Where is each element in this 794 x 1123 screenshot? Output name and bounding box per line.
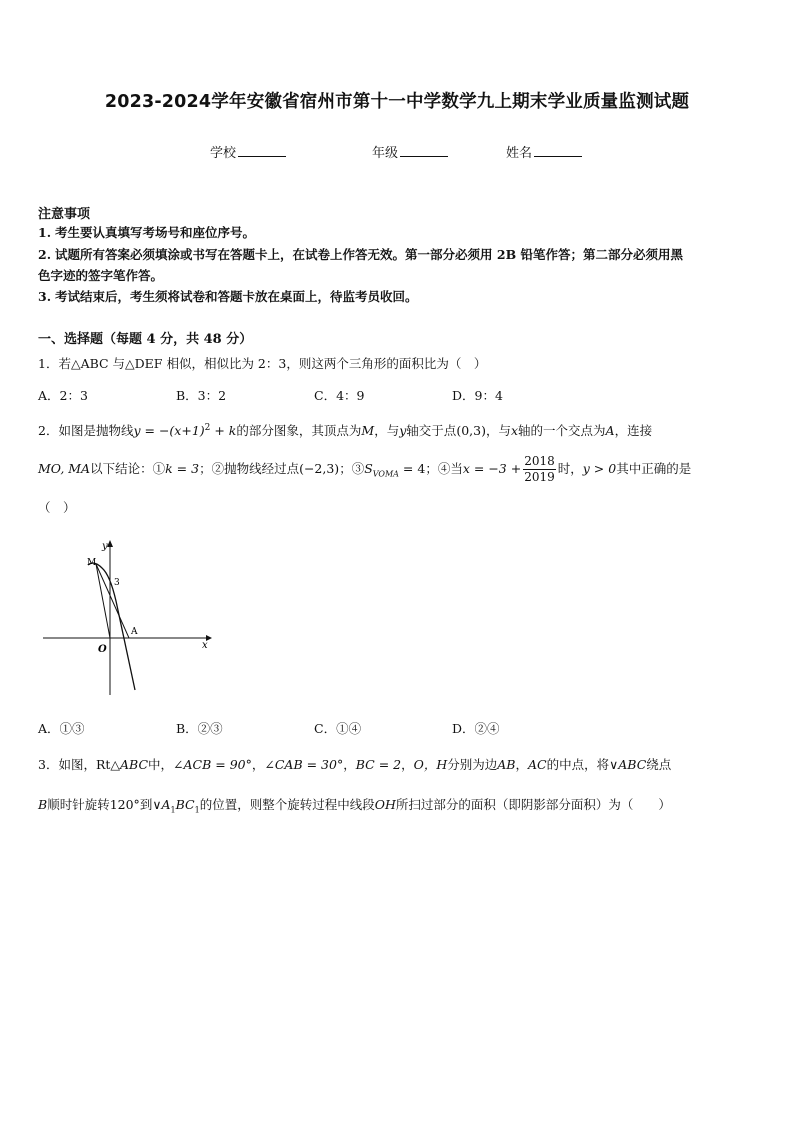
graph-y-label: y	[102, 541, 108, 552]
school-field	[210, 142, 286, 161]
note-1: 1. 考生要认真填写考场号和座位序号。	[38, 225, 256, 240]
graph-O-label: O	[98, 644, 107, 655]
section-heading: 一、选择题（每题 4 分，共 48 分）	[38, 332, 253, 347]
y-axis-arrow	[107, 540, 113, 547]
segment-MA	[96, 564, 129, 638]
note-3: 3. 考试结束后，考生须将试卷和答题卡放在桌面上，待监考员收回。	[38, 289, 418, 304]
name-blank[interactable]	[534, 145, 582, 157]
graph-3-label: 3	[114, 578, 120, 588]
graph-x-label: x	[202, 640, 208, 651]
name-field	[506, 142, 582, 161]
grade-field	[372, 142, 448, 161]
school-blank[interactable]	[238, 145, 286, 157]
q2-option-a[interactable]: A．①③	[38, 721, 85, 736]
notes-heading: 注意事项	[38, 207, 91, 222]
page-title: 2023-2024学年安徽省宿州市第十一中学数学九上期末学业质量监测试题	[104, 92, 690, 112]
graph-M-label: M	[87, 558, 97, 568]
q1-option-c[interactable]: C．4：9	[314, 388, 365, 403]
q2-answer-paren: （ ）	[38, 500, 76, 515]
q3-stem-line2: B顺时针旋转120°到$\vee A_1BC_1$的位置，则整个旋转过程中线段OH所扫过部分的面积（即阴影部分面积）为（ ）	[38, 797, 671, 815]
q1-option-b[interactable]: B．3：2	[176, 388, 227, 403]
grade-label: 年级	[372, 146, 399, 161]
q1-option-a[interactable]: A．2：3	[38, 388, 88, 403]
q2-stem-line2: MO, MA以下结论：①k = 3；②抛物线经过点(−2,3)；$③S_{VOMA} = 4$；④当x = −3 + $\frac{2018}{2019}$ 时，y > 0其中正确的是	[38, 454, 692, 484]
q1-option-d[interactable]: D．9：4	[452, 388, 503, 403]
parabola-curve	[88, 563, 135, 690]
q2-option-d[interactable]: D．②④	[452, 721, 500, 736]
parabola-figure	[38, 535, 213, 700]
note-2-cont: 色字迹的签字笔作答。	[38, 268, 164, 283]
q2-option-b[interactable]: B．②③	[176, 721, 223, 736]
name-label: 姓名	[506, 146, 533, 161]
q1-stem: 1．若△ABC 与△DEF 相似，相似比为 2：3，则这两个三角形的面积比为（ ）	[38, 356, 487, 371]
q3-stem-line1: 3．如图，Rt△ABC中，∠ACB = 90°，∠CAB = 30°，BC = 2，O，H分别为边AB，AC的中点，将∨ABC绕点	[38, 757, 672, 772]
graph-A-label: A	[131, 627, 138, 637]
q2-stem-line1: 2．如图是抛物线$y = -(x+1)^2 + k$的部分图象，其顶点为M，与y轴交于点(0,3)，与x轴的一个交点为A，连接	[38, 422, 653, 438]
q2-option-c[interactable]: C．①④	[314, 721, 362, 736]
grade-blank[interactable]	[400, 145, 448, 157]
school-label: 学校	[210, 146, 237, 161]
note-2: 2. 试题所有答案必须填涂或书写在答题卡上，在试卷上作答无效。第一部分必须用 2B 铅笔作答；第二部分必须用黑	[38, 247, 684, 262]
fraction: $\frac{2018}{2019}$	[524, 454, 555, 484]
